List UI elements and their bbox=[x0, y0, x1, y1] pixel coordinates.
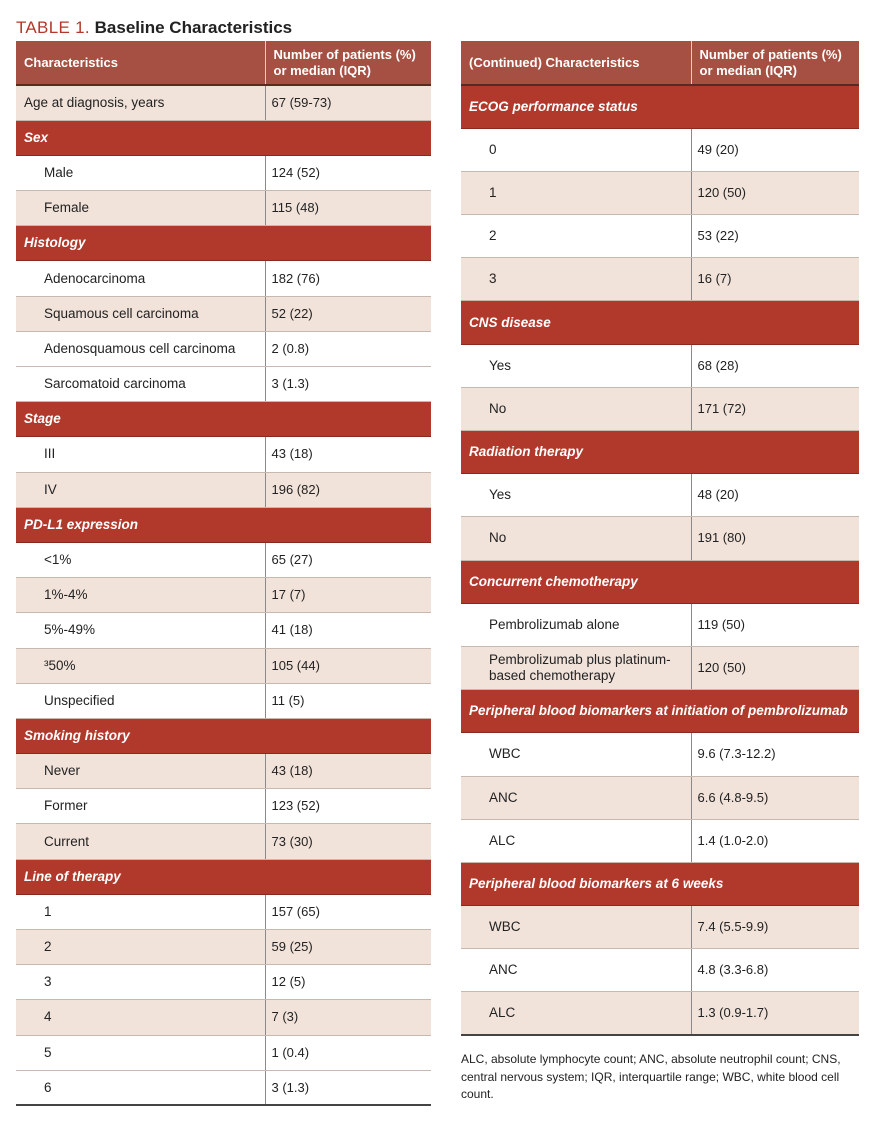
row-label: Female bbox=[16, 191, 265, 226]
row-label: Squamous cell carcinoma bbox=[16, 296, 265, 331]
row-value: 105 (44) bbox=[265, 648, 431, 683]
table-row bbox=[16, 930, 431, 965]
row-value: 67 (59-73) bbox=[265, 85, 431, 120]
row-value: 120 (50) bbox=[691, 171, 859, 214]
row-label: 2 bbox=[16, 930, 265, 965]
table-row bbox=[16, 613, 431, 648]
row-label: WBC bbox=[461, 733, 691, 776]
table-number: TABLE 1. bbox=[16, 18, 90, 37]
table-row bbox=[16, 261, 431, 296]
row-label: ³50% bbox=[16, 648, 265, 683]
row-value: 11 (5) bbox=[265, 683, 431, 718]
category-row bbox=[16, 402, 431, 437]
row-label: Adenocarcinoma bbox=[16, 261, 265, 296]
row-label: 5%-49% bbox=[16, 613, 265, 648]
table-title bbox=[16, 18, 292, 38]
category-label: Stage bbox=[16, 402, 431, 437]
table-row bbox=[461, 819, 859, 862]
table-row bbox=[461, 733, 859, 776]
header-number-of-patients: Number of patients (%) or median (IQR) bbox=[265, 41, 431, 85]
row-label: 1 bbox=[461, 171, 691, 214]
table-row bbox=[16, 648, 431, 683]
table-row bbox=[16, 789, 431, 824]
row-label: No bbox=[461, 387, 691, 430]
table-header-row bbox=[461, 41, 859, 85]
row-label: ALC bbox=[461, 819, 691, 862]
table-row bbox=[461, 344, 859, 387]
row-label: IV bbox=[16, 472, 265, 507]
row-label: Adenosquamous cell carcinoma bbox=[16, 331, 265, 366]
row-label: ANC bbox=[461, 776, 691, 819]
row-value: 7 (3) bbox=[265, 1000, 431, 1035]
category-row bbox=[16, 507, 431, 542]
category-row bbox=[461, 431, 859, 474]
category-label: PD-L1 expression bbox=[16, 507, 431, 542]
row-value: 68 (28) bbox=[691, 344, 859, 387]
row-label: Pembrolizumab alone bbox=[461, 603, 691, 646]
row-value: 123 (52) bbox=[265, 789, 431, 824]
table-header-row bbox=[16, 41, 431, 85]
row-value: 16 (7) bbox=[691, 258, 859, 301]
table-row bbox=[461, 949, 859, 992]
row-value: 2 (0.8) bbox=[265, 331, 431, 366]
category-label: Line of therapy bbox=[16, 859, 431, 894]
row-value: 48 (20) bbox=[691, 474, 859, 517]
row-label: ANC bbox=[461, 949, 691, 992]
row-label: 3 bbox=[461, 258, 691, 301]
row-value: 7.4 (5.5-9.9) bbox=[691, 906, 859, 949]
table-row bbox=[16, 367, 431, 402]
table-row bbox=[461, 517, 859, 560]
table-row bbox=[461, 603, 859, 646]
row-value: 115 (48) bbox=[265, 191, 431, 226]
header-number-of-patients: Number of patients (%) or median (IQR) bbox=[691, 41, 859, 85]
row-label: Unspecified bbox=[16, 683, 265, 718]
row-label: Pembrolizumab plus platinum-based chemotherapy bbox=[461, 646, 691, 689]
row-label: 1%-4% bbox=[16, 578, 265, 613]
row-label: WBC bbox=[461, 906, 691, 949]
table-caption: Baseline Characteristics bbox=[94, 18, 293, 37]
characteristics-table-right bbox=[461, 41, 859, 1036]
category-row bbox=[461, 862, 859, 905]
table-row bbox=[461, 906, 859, 949]
table-row bbox=[16, 472, 431, 507]
header-characteristics-continued: (Continued) Characteristics bbox=[461, 41, 691, 85]
table-row bbox=[16, 965, 431, 1000]
row-label: Yes bbox=[461, 344, 691, 387]
row-value: 65 (27) bbox=[265, 542, 431, 577]
row-label: III bbox=[16, 437, 265, 472]
table-row bbox=[16, 824, 431, 859]
table-row bbox=[461, 171, 859, 214]
row-value: 191 (80) bbox=[691, 517, 859, 560]
table-row bbox=[16, 578, 431, 613]
row-value: 182 (76) bbox=[265, 261, 431, 296]
row-value: 1.4 (1.0-2.0) bbox=[691, 819, 859, 862]
row-value: 49 (20) bbox=[691, 128, 859, 171]
row-label: ALC bbox=[461, 992, 691, 1035]
row-value: 73 (30) bbox=[265, 824, 431, 859]
table-row bbox=[461, 215, 859, 258]
category-row bbox=[16, 120, 431, 155]
table-row bbox=[16, 437, 431, 472]
row-value: 4.8 (3.3-6.8) bbox=[691, 949, 859, 992]
table-row bbox=[461, 992, 859, 1035]
table-row bbox=[16, 683, 431, 718]
row-label: 1 bbox=[16, 894, 265, 929]
category-row bbox=[461, 560, 859, 603]
row-label: <1% bbox=[16, 542, 265, 577]
row-label: 5 bbox=[16, 1035, 265, 1070]
category-label: ECOG performance status bbox=[461, 85, 859, 128]
table-row bbox=[16, 191, 431, 226]
row-value: 157 (65) bbox=[265, 894, 431, 929]
row-value: 53 (22) bbox=[691, 215, 859, 258]
row-label: 2 bbox=[461, 215, 691, 258]
header-characteristics: Characteristics bbox=[16, 41, 265, 85]
row-label: Male bbox=[16, 155, 265, 190]
row-label: 6 bbox=[16, 1070, 265, 1105]
category-row bbox=[461, 85, 859, 128]
category-label: Radiation therapy bbox=[461, 431, 859, 474]
row-value: 124 (52) bbox=[265, 155, 431, 190]
row-value: 1.3 (0.9-1.7) bbox=[691, 992, 859, 1035]
row-value: 12 (5) bbox=[265, 965, 431, 1000]
row-value: 59 (25) bbox=[265, 930, 431, 965]
row-value: 171 (72) bbox=[691, 387, 859, 430]
category-row bbox=[461, 690, 859, 733]
table-row bbox=[16, 1035, 431, 1070]
row-label: 3 bbox=[16, 965, 265, 1000]
row-value: 1 (0.4) bbox=[265, 1035, 431, 1070]
row-label: Age at diagnosis, years bbox=[16, 85, 265, 120]
row-label: Yes bbox=[461, 474, 691, 517]
table-row bbox=[461, 474, 859, 517]
footnote: ALC, absolute lymphocyte count; ANC, absolute neutrophil count; CNS, central nervous system; IQR, interquartile range; WBC, white blood cell count. bbox=[461, 1052, 841, 1101]
table-row bbox=[461, 128, 859, 171]
row-value: 3 (1.3) bbox=[265, 1070, 431, 1105]
row-value: 119 (50) bbox=[691, 603, 859, 646]
table-row bbox=[16, 542, 431, 577]
row-value: 43 (18) bbox=[265, 754, 431, 789]
row-label: 0 bbox=[461, 128, 691, 171]
row-value: 120 (50) bbox=[691, 646, 859, 689]
category-label: CNS disease bbox=[461, 301, 859, 344]
row-value: 9.6 (7.3-12.2) bbox=[691, 733, 859, 776]
category-label: Smoking history bbox=[16, 718, 431, 753]
table-row bbox=[16, 331, 431, 366]
table-row bbox=[461, 646, 859, 689]
table-row bbox=[16, 1070, 431, 1105]
row-label: Current bbox=[16, 824, 265, 859]
table-row bbox=[16, 85, 431, 120]
table-row bbox=[461, 776, 859, 819]
category-row bbox=[461, 301, 859, 344]
row-value: 17 (7) bbox=[265, 578, 431, 613]
row-label: Never bbox=[16, 754, 265, 789]
table-row bbox=[16, 296, 431, 331]
table-row bbox=[16, 1000, 431, 1035]
category-label: Peripheral blood biomarkers at 6 weeks bbox=[461, 862, 859, 905]
table-row bbox=[461, 387, 859, 430]
category-label: Concurrent chemotherapy bbox=[461, 560, 859, 603]
row-value: 43 (18) bbox=[265, 437, 431, 472]
table-row bbox=[16, 754, 431, 789]
category-label: Sex bbox=[16, 120, 431, 155]
category-label: Histology bbox=[16, 226, 431, 261]
category-row bbox=[16, 226, 431, 261]
row-label: Sarcomatoid carcinoma bbox=[16, 367, 265, 402]
row-label: 4 bbox=[16, 1000, 265, 1035]
category-label: Peripheral blood biomarkers at initiation of pembrolizumab bbox=[461, 690, 859, 733]
row-label: No bbox=[461, 517, 691, 560]
table-row bbox=[461, 258, 859, 301]
row-value: 3 (1.3) bbox=[265, 367, 431, 402]
category-row bbox=[16, 859, 431, 894]
characteristics-table-left bbox=[16, 41, 431, 1106]
table-row bbox=[16, 894, 431, 929]
category-row bbox=[16, 718, 431, 753]
row-value: 196 (82) bbox=[265, 472, 431, 507]
row-label: Former bbox=[16, 789, 265, 824]
table-row bbox=[16, 155, 431, 190]
row-value: 41 (18) bbox=[265, 613, 431, 648]
row-value: 52 (22) bbox=[265, 296, 431, 331]
row-value: 6.6 (4.8-9.5) bbox=[691, 776, 859, 819]
